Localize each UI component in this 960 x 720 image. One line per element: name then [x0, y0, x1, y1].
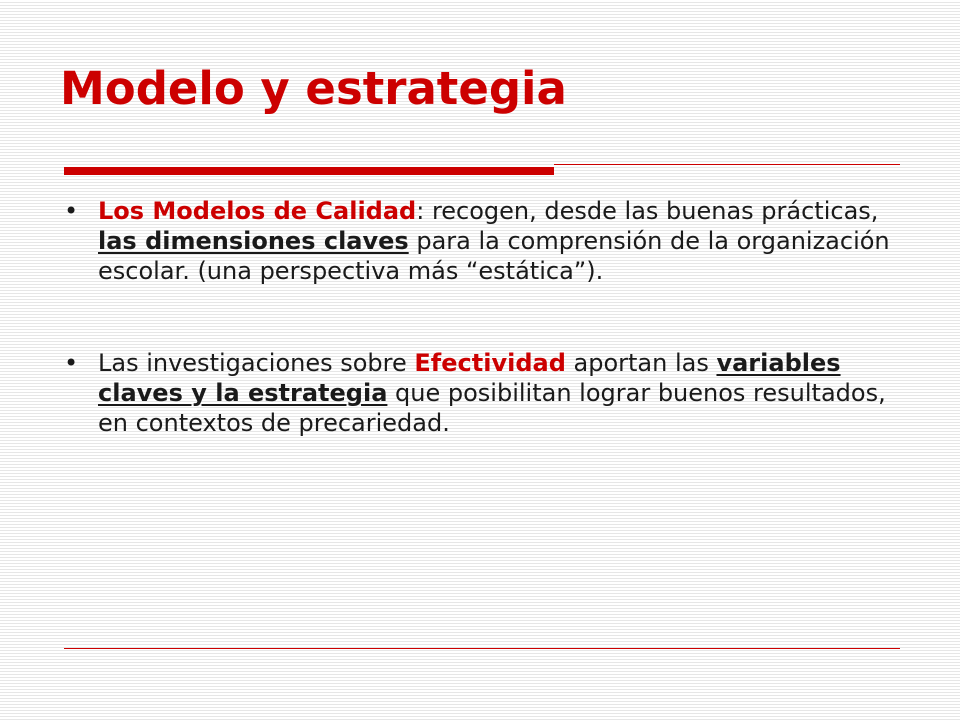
- bullet-marker: •: [64, 349, 79, 377]
- bullet-text: aportan las: [565, 349, 717, 377]
- bullet-text: que posibilitan lograr buenos resultados, en contextos de precariedad.: [98, 379, 886, 437]
- bullet-effectiveness-research: [62, 348, 892, 438]
- bottom-rule-line: [64, 648, 900, 649]
- bullet-text: : recogen, desde las buenas prácticas,: [416, 197, 879, 225]
- bullet-text: para la comprensión de la organización escolar. (una perspectiva más “estática”).: [98, 227, 890, 285]
- bullet-marker: •: [64, 197, 79, 225]
- term-quality-models: Los Modelos de Calidad: [98, 197, 417, 225]
- emphasis-key-variables: variables claves y la estrategia: [98, 349, 841, 407]
- bullet-text: Las investigaciones sobre: [98, 349, 415, 377]
- term-effectiveness: Efectividad: [414, 349, 566, 377]
- title-underline-bar: [64, 167, 554, 175]
- bullet-list: [62, 196, 892, 438]
- slide-title: Modelo y estrategia: [60, 62, 567, 115]
- bullet-quality-models: [62, 196, 892, 286]
- title-rule-line: [554, 164, 900, 165]
- emphasis-key-dimensions: las dimensiones claves: [98, 227, 409, 255]
